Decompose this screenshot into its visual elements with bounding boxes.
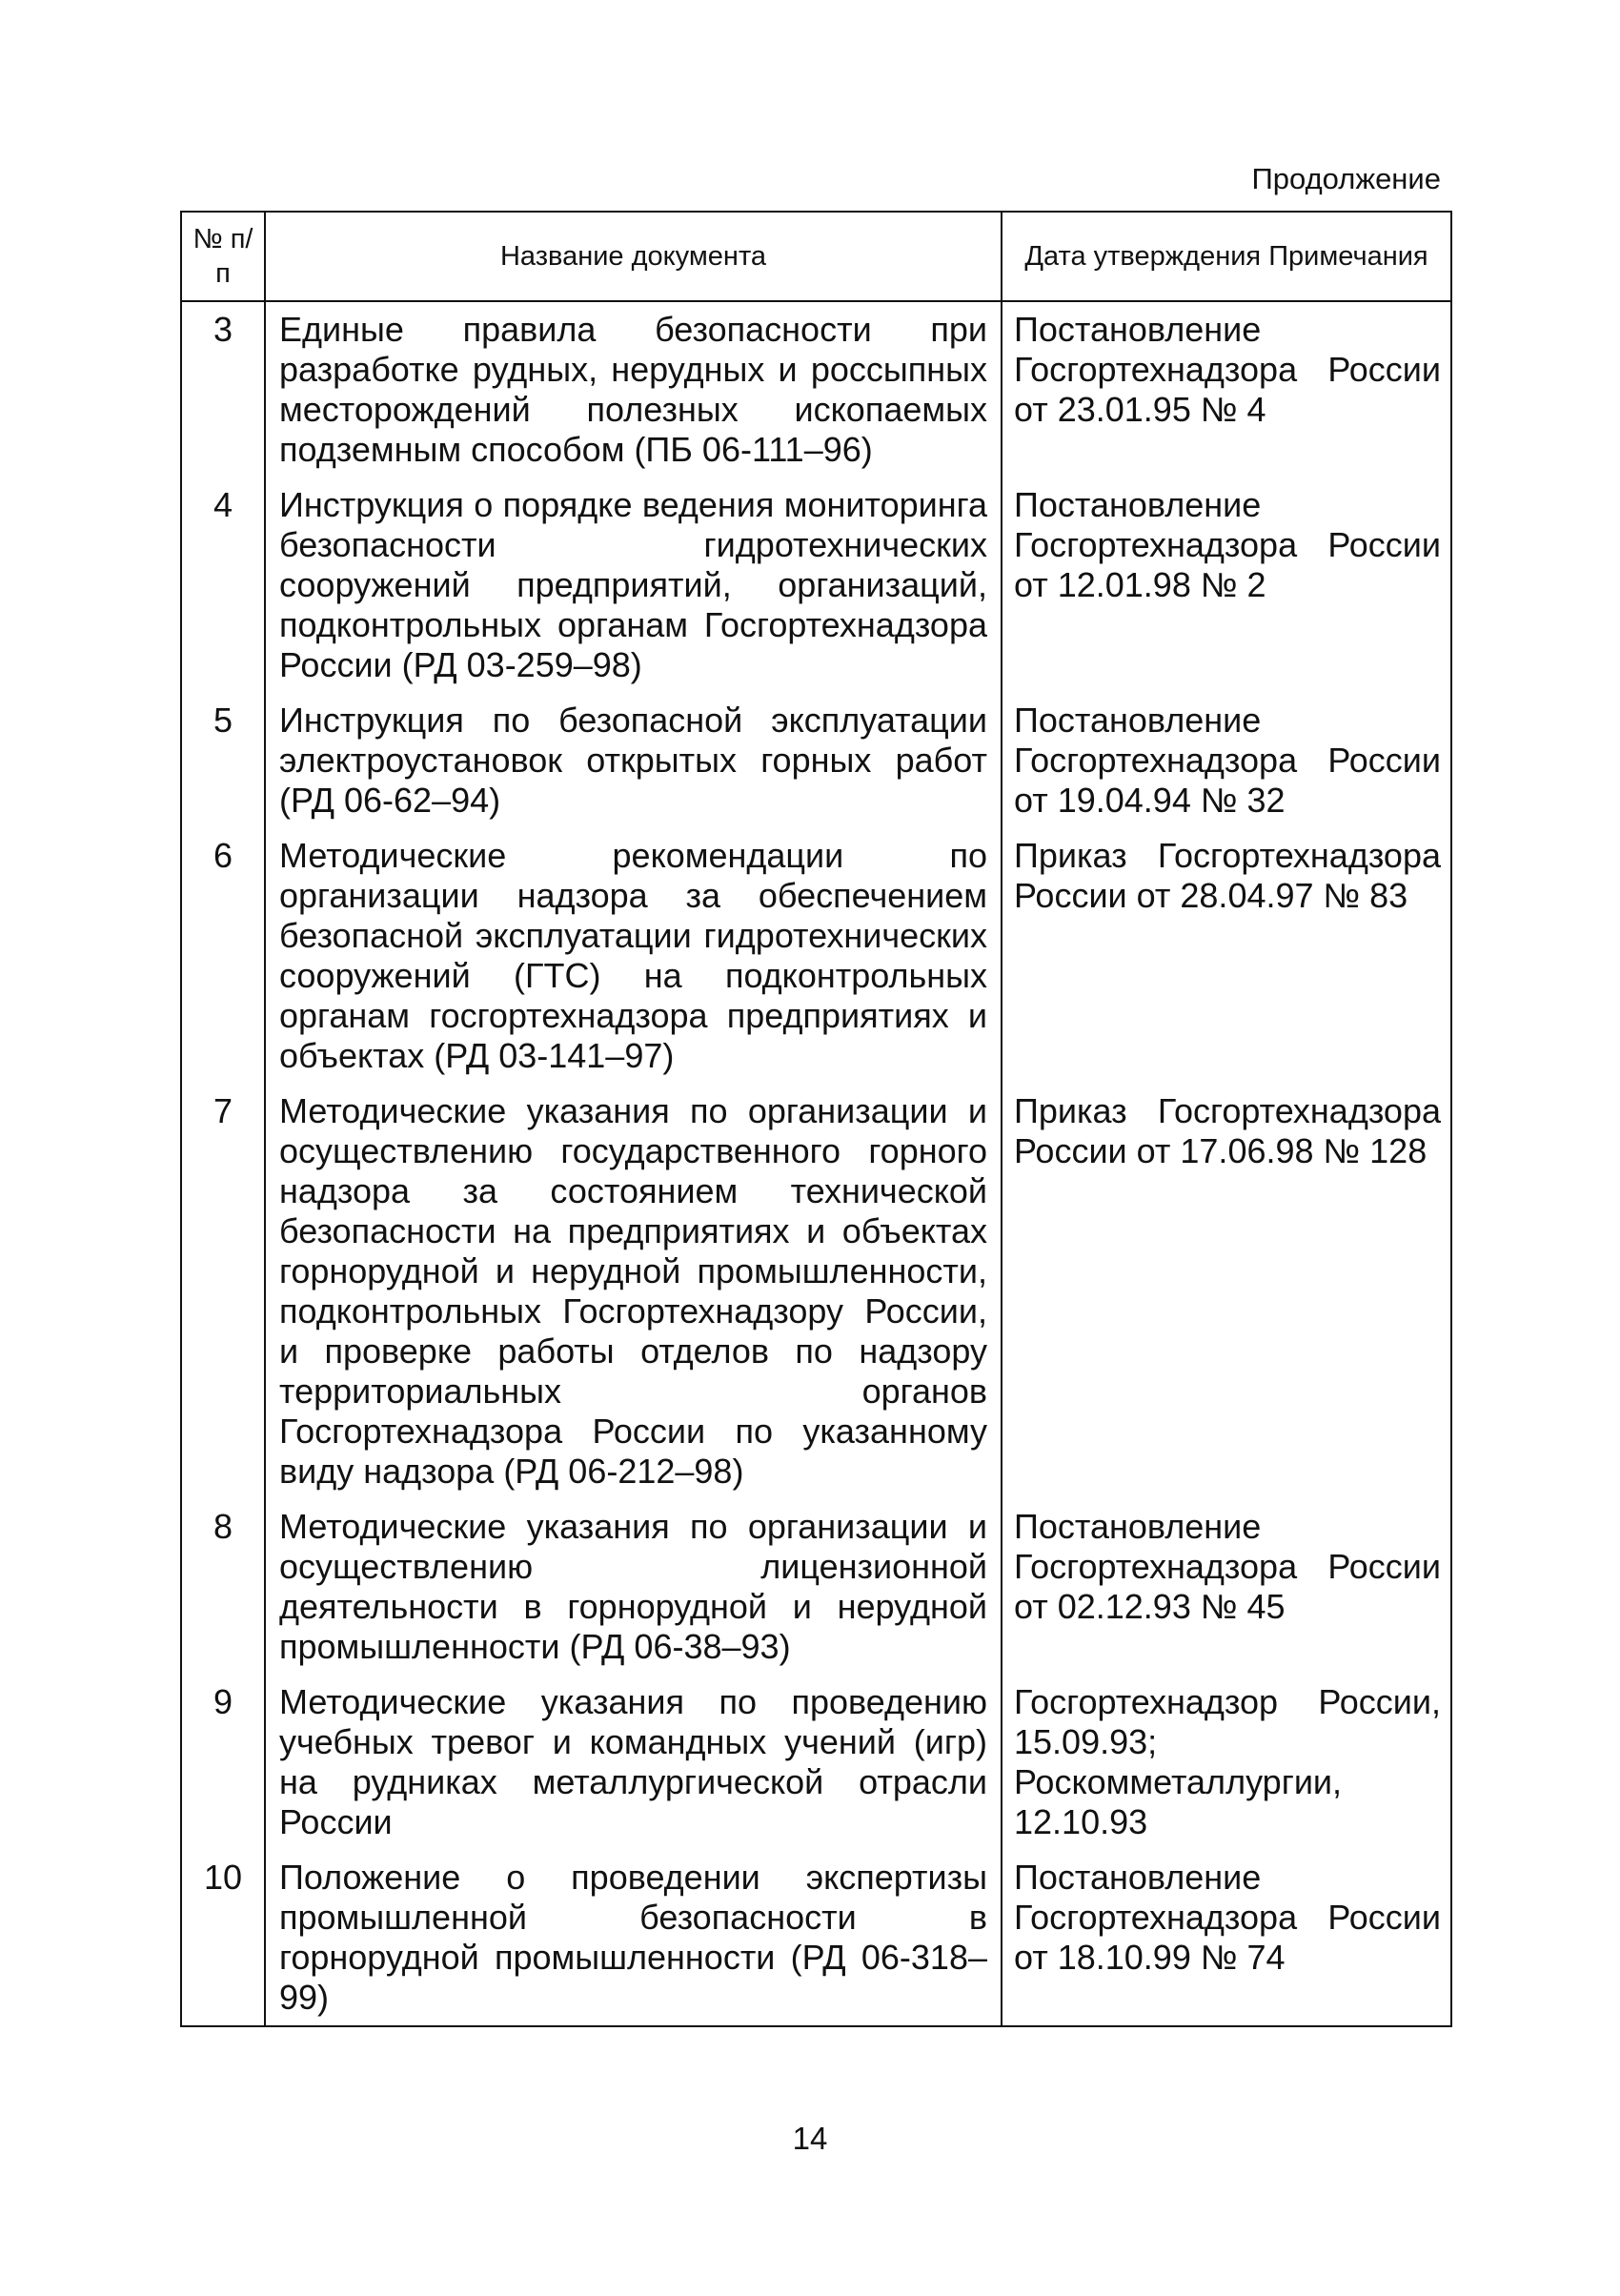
table-row bbox=[181, 1675, 1451, 1850]
approval-date: Постановление Госгортехнадзора России от 19.04.94 № 32 bbox=[1002, 693, 1451, 828]
row-number: 3 bbox=[181, 301, 265, 477]
document-name: Инструкция о порядке ведения мониторинга безопасности гидротехнических сооружений предприятий, организаций, подконтрольных органам Госгортехнадзора России (РД 03-259–98) bbox=[265, 477, 1002, 693]
table-row bbox=[181, 477, 1451, 693]
approval-date: Постановление Госгортехнадзора России от 23.01.95 № 4 bbox=[1002, 301, 1451, 477]
header-document-name: Название документа bbox=[265, 212, 1002, 301]
page-number: 14 bbox=[792, 2121, 828, 2156]
row-number: 7 bbox=[181, 1084, 265, 1499]
documents-table bbox=[180, 211, 1452, 2027]
approval-date: Постановление Госгортехнадзора России от 02.12.93 № 45 bbox=[1002, 1499, 1451, 1675]
table-row bbox=[181, 301, 1451, 477]
approval-date: Постановление Госгортехнадзора России от 18.10.99 № 74 bbox=[1002, 1850, 1451, 2026]
table-row bbox=[181, 828, 1451, 1084]
approval-date: Госгортехнадзор России, 15.09.93; Роскомметаллургии, 12.10.93 bbox=[1002, 1675, 1451, 1850]
document-name: Методические указания по организации и осуществлению лицензионной деятельности в горнорудной и нерудной промышленности (РД 06-38–93) bbox=[265, 1499, 1002, 1675]
document-name: Положение о проведении экспертизы промышленной безопасности в горнорудной промышленности (РД 06-318–99) bbox=[265, 1850, 1002, 2026]
header-approval-date: Дата утверждения Примечания bbox=[1002, 212, 1451, 301]
table-row bbox=[181, 693, 1451, 828]
table-row bbox=[181, 1499, 1451, 1675]
row-number: 6 bbox=[181, 828, 265, 1084]
document-name: Единые правила безопасности при разработке рудных, нерудных и россыпных месторождений полезных ископаемых подземным способом (ПБ 06-111–96) bbox=[265, 301, 1002, 477]
table-row bbox=[181, 1084, 1451, 1499]
row-number: 5 bbox=[181, 693, 265, 828]
table-header-row bbox=[181, 212, 1451, 301]
approval-date: Приказ Госгортехнадзора России от 28.04.97 № 83 bbox=[1002, 828, 1451, 1084]
row-number: 4 bbox=[181, 477, 265, 693]
continuation-label: Продолжение bbox=[1251, 162, 1441, 195]
table-row bbox=[181, 1850, 1451, 2026]
document-name: Методические рекомендации по организации надзора за обеспечением безопасной эксплуатации гидротехнических сооружений (ГТС) на подконтрольных органам госгортехнадзора предприятиях и объектах (РД 03-141–97) bbox=[265, 828, 1002, 1084]
approval-date: Приказ Госгортехнадзора России от 17.06.98 № 128 bbox=[1002, 1084, 1451, 1499]
row-number: 9 bbox=[181, 1675, 265, 1850]
document-name: Методические указания по проведению учебных тревог и командных учений (игр) на рудниках металлургической отрасли России bbox=[265, 1675, 1002, 1850]
document-name: Инструкция по безопасной эксплуатации электроустановок открытых горных работ (РД 06-62–94) bbox=[265, 693, 1002, 828]
row-number: 10 bbox=[181, 1850, 265, 2026]
row-number: 8 bbox=[181, 1499, 265, 1675]
document-name: Методические указания по организации и осуществлению государственного горного надзора за состоянием технической безопасности на предприятиях и объектах горнорудной и нерудной промышленности, подконтрольных Госгортехнадзору России, и проверке работы отделов по надзору территориальных органов Госгортехнадзора России по указанному виду надзора (РД 06-212–98) bbox=[265, 1084, 1002, 1499]
approval-date: Постановление Госгортехнадзора России от 12.01.98 № 2 bbox=[1002, 477, 1451, 693]
header-number: № п/п bbox=[181, 212, 265, 301]
